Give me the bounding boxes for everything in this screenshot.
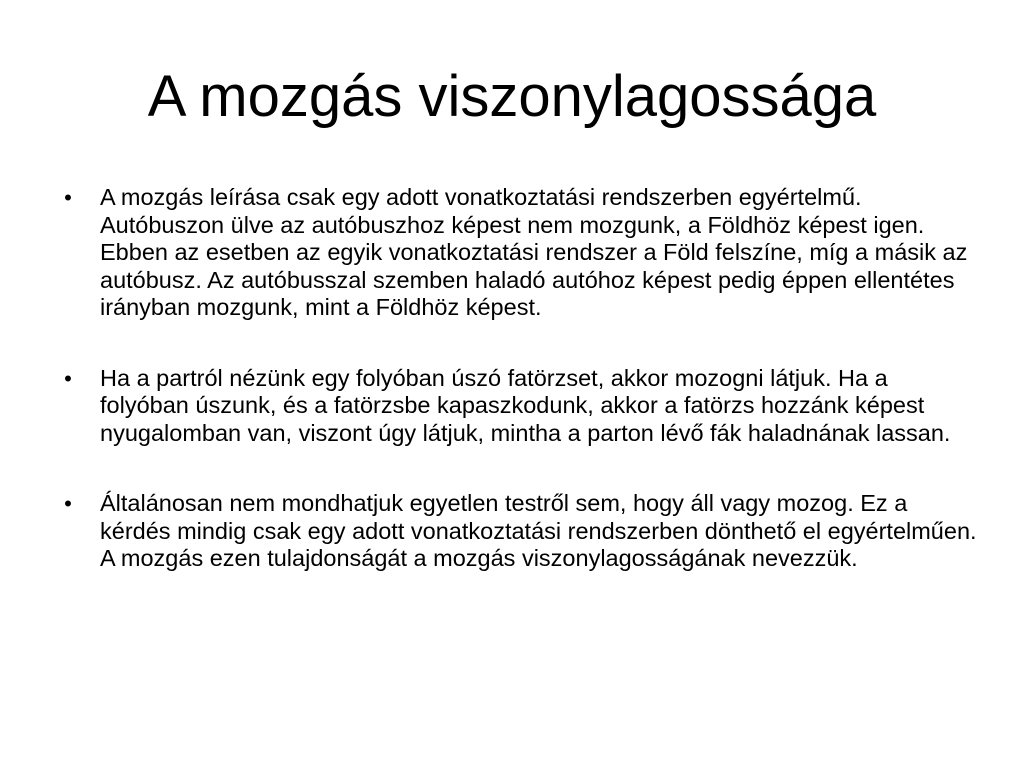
bullet-item [58, 184, 978, 322]
bullet-icon: • [64, 365, 72, 391]
bullet-text: Ha a partról nézünk egy folyóban úszó fatörzset, akkor mozogni látjuk. Ha a folyóban úszunk, és a fatörzsbe kapaszkodunk, akkor a fatörzs hozzánk képest nyugalomban van, viszont úgy látjuk, mintha a parton lévő fák haladnának lassan. [100, 364, 951, 446]
bullet-item [58, 490, 978, 573]
bullet-icon: • [64, 491, 72, 516]
bullet-item [58, 365, 978, 448]
bullet-text: A mozgás leírása csak egy adott vonatkoztatási rendszerben egyértelmű. Autóbuszon ülve az autóbuszhoz képest nem mozgunk, a Földhöz képest igen. Ebben az esetben az egyik vonatkoztatási rendszer a Föld felszíne, míg a másik az autóbusz. Az autóbusszal szemben haladó autóhoz képest pedig éppen ellentétes irányban mozgunk, mint a Földhöz képest. [100, 184, 968, 320]
bullet-list [58, 184, 978, 573]
slide-title: A mozgás viszonylagossága [147, 64, 877, 129]
bullet-text: Általánosan nem mondhatjuk egyetlen testről sem, hogy áll vagy mozog. Ez a kérdés mindig csak egy adott vonatkoztatási rendszerben dönthető el egyértelműen. A mozgás ezen tulajdonságát a mozgás viszonylagosságának nevezzük. [100, 490, 977, 571]
bullet-icon: • [64, 185, 72, 210]
